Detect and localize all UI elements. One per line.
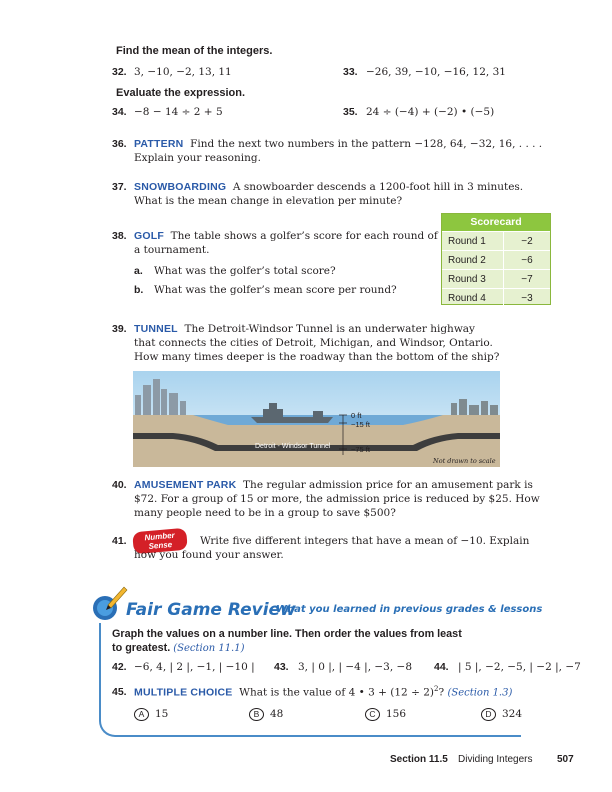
choice-b-value: 48 [270,708,284,720]
choice-c-letter: C [365,708,380,721]
problem-36-line1: Find the next two numbers in the pattern −128, 64, −32, 16, . . . . [190,138,543,150]
footer-topic: Dividing Integers [458,754,533,765]
footer-section: Section 11.5 [390,754,448,765]
problem-42-number: 42. [112,661,127,673]
problem-40-line1: The regular admission price for an amusement park is [243,479,533,491]
round-score: −3 [504,289,551,308]
problem-38 [134,229,438,257]
tunnel-illustration [133,371,500,467]
keyword-golf: GOLF [134,230,164,242]
problem-44-number: 44. [434,661,449,673]
problem-39-line1: The Detroit-Windsor Tunnel is an underwater highway [184,323,475,335]
problem-45-text: What is the value of 4 • 3 + (12 ÷ 2) [239,686,434,699]
problem-38b-label: b. [134,284,144,296]
problem-45-section-ref: (Section 1.3) [447,687,513,699]
table-row [442,289,550,308]
keyword-tunnel: TUNNEL [134,323,178,335]
problem-39-number: 39. [112,323,127,335]
problem-37-line2: What is the mean change in elevation per minute? [134,195,403,207]
label-75ft: −75 ft [351,445,370,454]
problem-38a-label: a. [134,265,143,277]
badge-line2: Sense [148,539,173,551]
keyword-amusement-park: AMUSEMENT PARK [134,479,237,491]
choice-d[interactable] [481,708,522,721]
instructions-line2: to greatest. [112,642,171,654]
choice-d-value: 324 [502,708,523,720]
scorecard-title: Scorecard [442,214,550,231]
round-score: −7 [504,270,551,289]
keyword-snowboarding: SNOWBOARDING [134,181,227,193]
table-row [442,270,550,289]
heading-evaluate: Evaluate the expression. [116,87,245,99]
problem-39-line3: How many times deeper is the roadway than the bottom of the ship? [134,351,500,363]
problem-38a-text: What was the golfer’s total score? [154,265,336,277]
problem-40-line2: $72. For a group of 15 or more, the admission price is reduced by $25. How [134,493,540,505]
choice-b[interactable] [249,708,283,721]
problem-33-number: 33. [343,66,358,78]
problem-37 [134,180,523,208]
problem-38-line1: The table shows a golfer’s score for each round of [170,230,438,242]
problem-33-text: −26, 39, −10, −16, 12, 31 [366,66,506,78]
round-score: −2 [504,232,551,251]
problem-38b-text: What was the golfer’s mean score per round? [154,284,397,296]
choice-a-value: 15 [155,708,169,720]
choice-a-letter: A [134,708,149,721]
choice-c[interactable] [365,708,406,721]
problem-41-line1: Write five different integers that have a mean of −10. Explain [200,535,530,547]
instructions-line1: Graph the values on a number line. Then order the values from least [112,628,462,640]
problem-38-number: 38. [112,230,127,242]
round-label: Round 3 [442,270,504,289]
round-score: −6 [504,251,551,270]
problem-43-text: 3, | 0 |, | −4 |, −3, −8 [298,661,412,673]
keyword-pattern: PATTERN [134,138,184,150]
round-label: Round 2 [442,251,504,270]
problem-36 [134,137,542,165]
scorecard-table [441,213,551,305]
problem-36-number: 36. [112,138,127,150]
problem-32-text: 3, −10, −2, 13, 11 [134,66,232,78]
badge-line1: Number [144,530,176,543]
instructions-section-ref: (Section 11.1) [173,643,245,654]
fair-game-instructions [112,627,462,656]
page-number: 507 [557,754,574,765]
problem-42-text: −6, 4, | 2 |, −1, | −10 | [134,661,255,673]
problem-36-line2: Explain your reasoning. [134,152,261,164]
fair-game-subtitle: What you learned in previous grades & lessons [276,604,543,615]
problem-35-number: 35. [343,106,358,118]
problem-37-line1: A snowboarder descends a 1200-foot hill in 3 minutes. [232,181,524,193]
problem-37-number: 37. [112,181,127,193]
problem-39 [134,322,499,364]
problem-45-end: ? [438,686,445,699]
problem-43-number: 43. [274,661,289,673]
problem-45 [134,685,512,699]
problem-45-number: 45. [112,686,127,698]
problem-32-number: 32. [112,66,127,78]
problem-41-number: 41. [112,535,127,547]
choice-b-letter: B [249,708,264,721]
problem-40-line3: many people need to be in a group to save $500? [134,507,396,519]
label-15ft: −15 ft [351,420,370,429]
problem-45-exponent: 2 [433,685,439,693]
table-row [442,251,550,270]
problem-40 [134,478,540,520]
problem-35-text: 24 ÷ (−4) + (−2) • (−5) [366,106,495,118]
table-row [442,232,550,251]
problem-34-text: −8 − 14 ÷ 2 + 5 [134,106,223,118]
fair-game-logo-icon [90,585,128,623]
tunnel-name: Detroit - Windsor Tunnel [255,443,331,450]
problem-41-line2: how you found your answer. [134,549,284,561]
fair-game-title: Fair Game Review [126,600,296,620]
round-label: Round 4 [442,289,504,308]
problem-39-line2: that connects the cities of Detroit, Michigan, and Windsor, Ontario. [134,337,493,349]
choice-a[interactable] [134,708,168,721]
problem-38-line2: a tournament. [134,244,210,256]
keyword-multiple-choice: MULTIPLE CHOICE [134,686,233,699]
choice-d-letter: D [481,708,496,721]
choice-c-value: 156 [386,708,407,720]
round-label: Round 1 [442,232,504,251]
problem-34-number: 34. [112,106,127,118]
problem-40-number: 40. [112,479,127,491]
heading-find-mean: Find the mean of the integers. [116,45,273,57]
label-0ft: 0 ft [351,411,362,420]
problem-44-text: | 5 |, −2, −5, | −2 |, −7 [458,661,581,673]
scale-note: Not drawn to scale [433,457,496,465]
